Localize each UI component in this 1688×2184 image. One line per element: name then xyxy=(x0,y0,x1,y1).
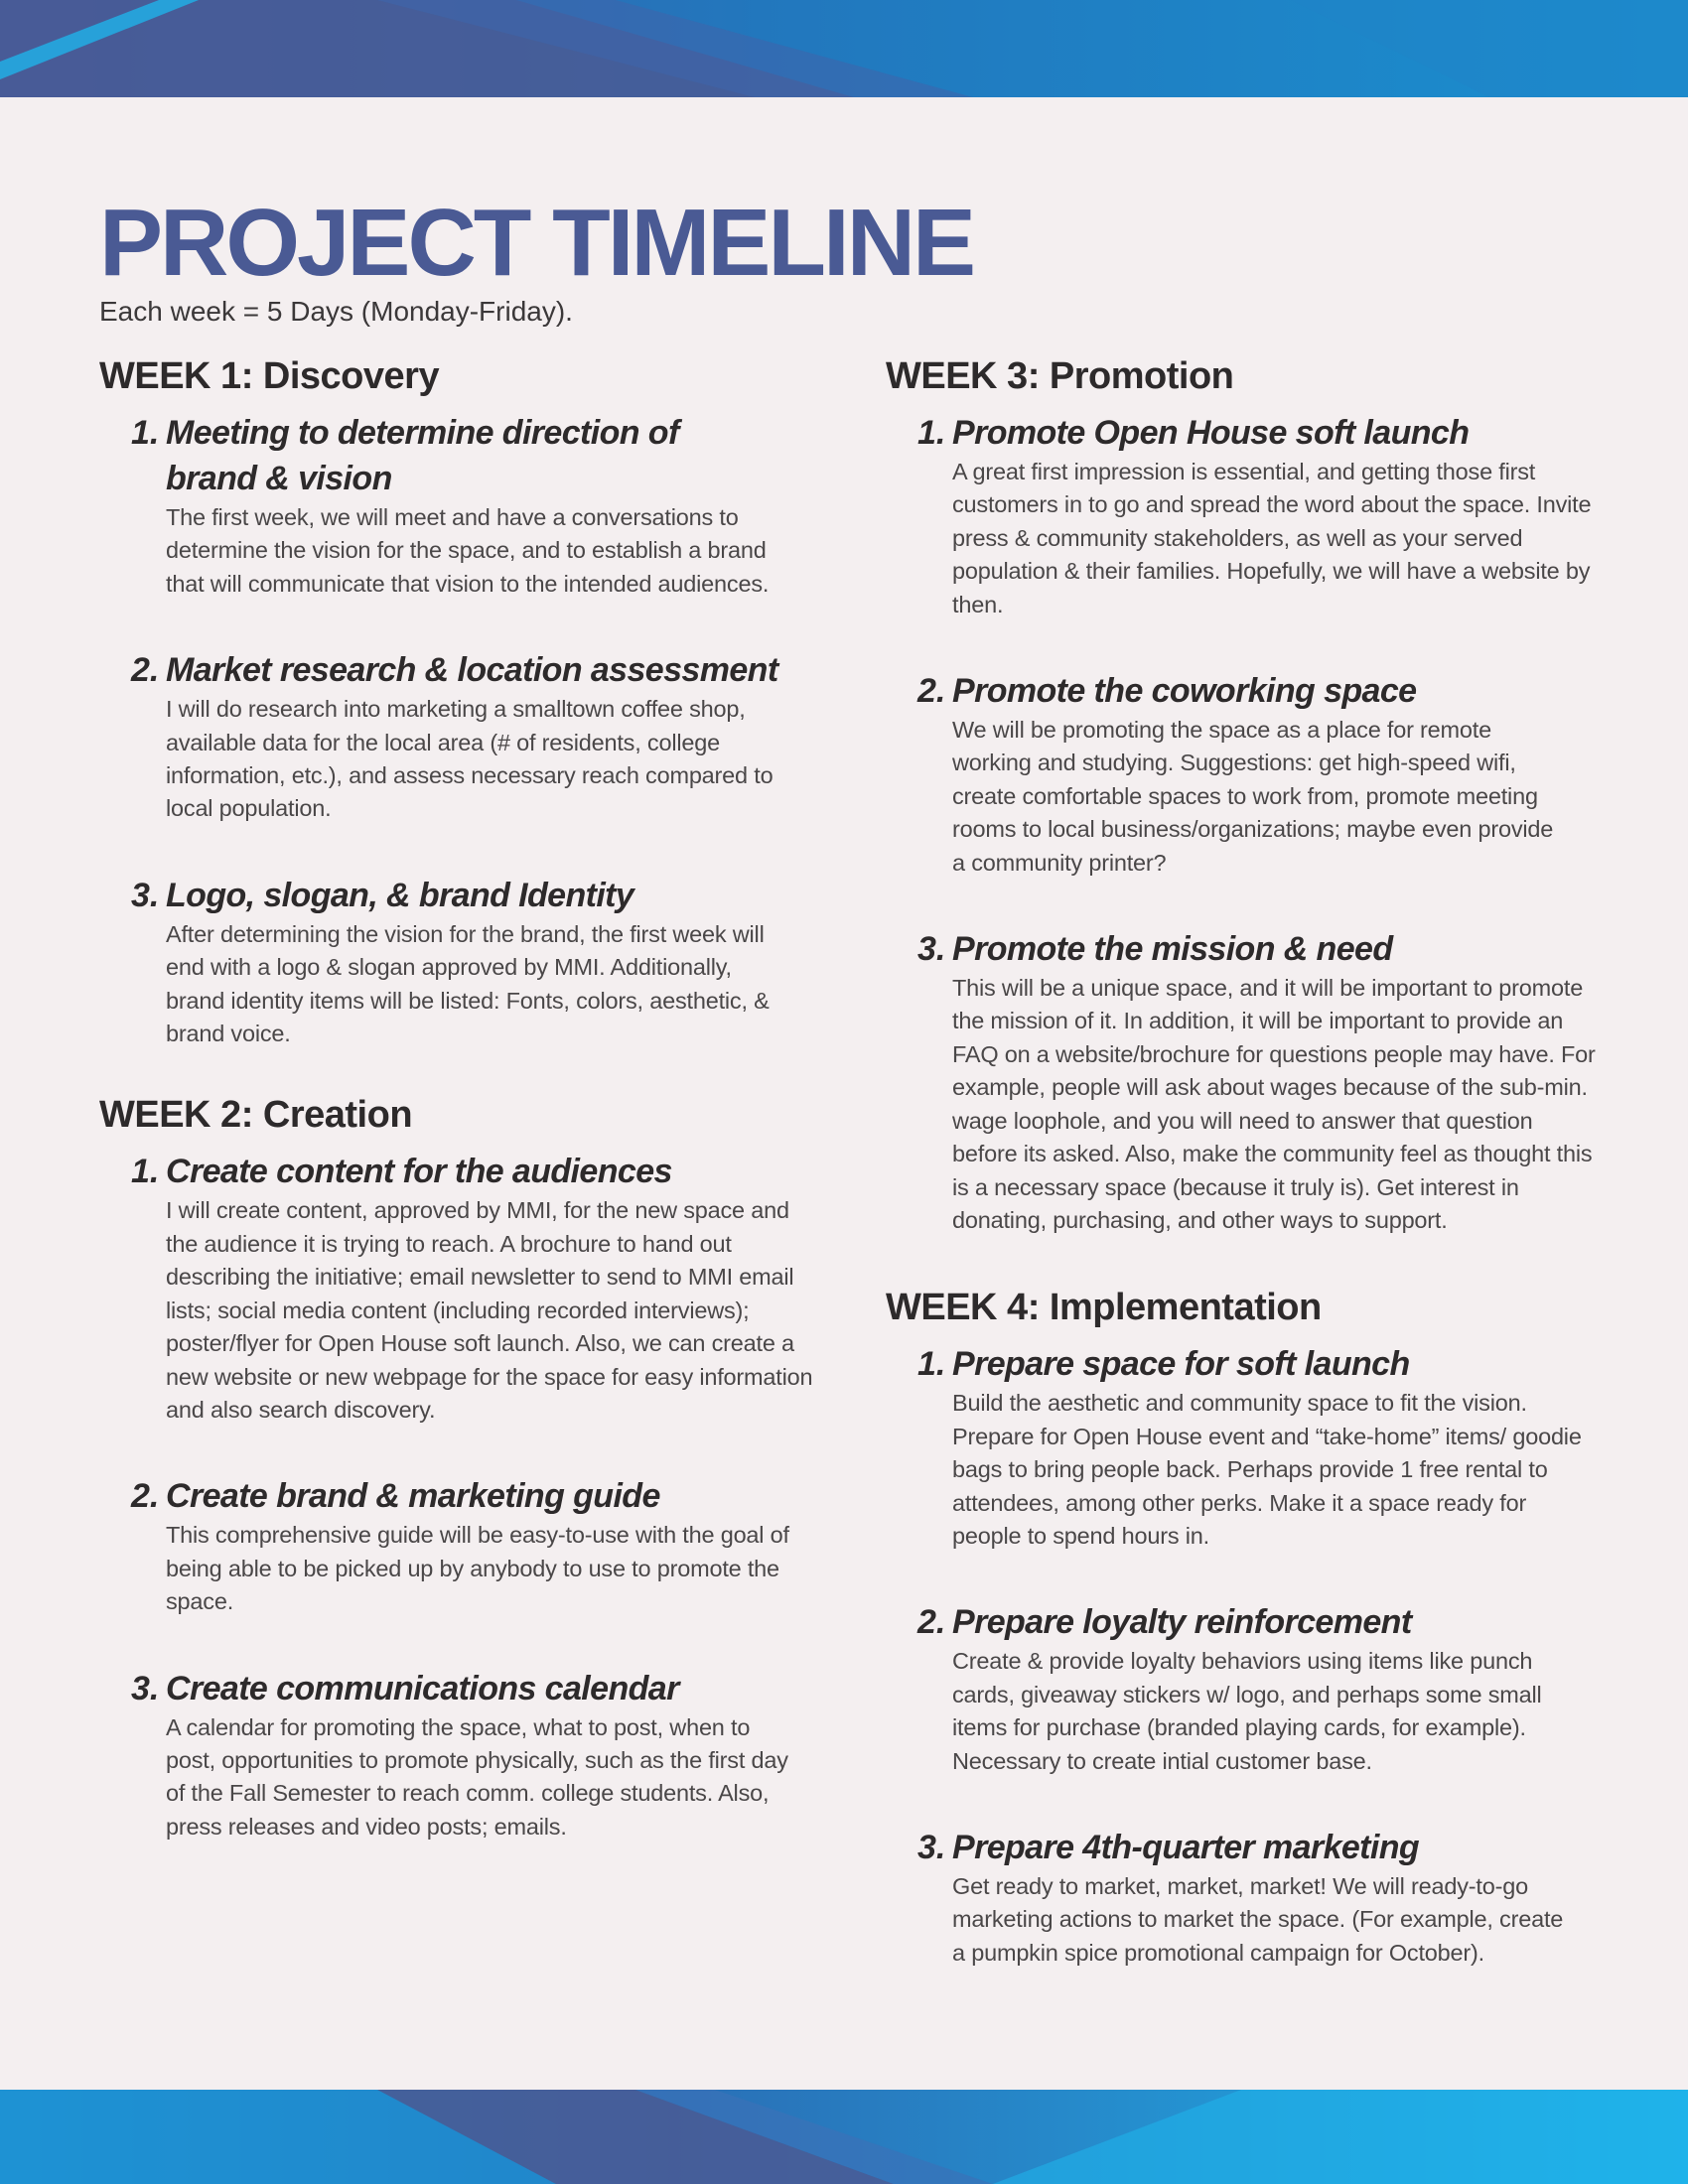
week-1-item-3 xyxy=(99,873,814,1051)
week-3-item-3 xyxy=(886,926,1601,1237)
week-4-item-2 xyxy=(886,1599,1601,1778)
item-title: Meeting to determine direction of brand & vision xyxy=(166,414,679,497)
week-2-item-1 xyxy=(99,1149,814,1427)
footer-banner xyxy=(0,2090,1688,2184)
week-3-item-1 xyxy=(886,410,1601,621)
right-column xyxy=(886,352,1601,2016)
item-body: We will be promoting the space as a place for remote working and studying. Suggestions: get high-speed wifi, create comfortable spaces to work from, promote meeting rooms to local business/organizations; maybe even provide a community printer? xyxy=(952,717,1554,876)
item-body: Create & provide loyalty behaviors using items like punch cards, giveaway stickers w/ logo, and perhaps some small items for purchase (branded playing cards, for example). Necessary to create intial customer base. xyxy=(952,1648,1542,1774)
week-4-item-3 xyxy=(886,1825,1601,1970)
week-4-title: WEEK 4: Implementation xyxy=(886,1287,1322,1329)
item-number: 1. xyxy=(131,414,160,452)
item-title: Prepare loyalty reinforcement xyxy=(952,1603,1412,1642)
item-number: 2. xyxy=(917,1603,946,1642)
item-number: 2. xyxy=(131,1477,160,1516)
item-body: The first week, we will meet and have a conversations to determine the vision for the space, and to establish a brand that will communicate that vision to the intended audiences. xyxy=(166,504,770,597)
item-number: 1. xyxy=(917,1345,946,1384)
item-number: 3. xyxy=(917,930,946,969)
week-4-section xyxy=(886,1284,1601,1970)
item-body: A great first impression is essential, and getting those first customers in to go and spread the word about the space. Invite press & community stakeholders, as well as your served population & their families. Hopefully, we will have a website by then. xyxy=(952,459,1592,617)
item-title: Create communications calendar xyxy=(166,1669,679,1707)
week-2-section xyxy=(99,1091,814,1843)
week-4-item-1 xyxy=(886,1341,1601,1553)
item-number: 2. xyxy=(131,651,160,690)
item-number: 1. xyxy=(131,1153,160,1191)
week-2-item-2 xyxy=(99,1473,814,1618)
footer-banner-graphic xyxy=(0,2090,1688,2184)
week-2-item-3 xyxy=(99,1666,814,1844)
week-1-section xyxy=(99,352,814,1050)
item-body: I will create content, approved by MMI, for the new space and the audience it is trying to reach. A brochure to hand out describing the initiative; email newsletter to send to MMI email lists; social media content (including recorded interviews); poster/flyer for Open House soft launch. Also, we can create a new website or new webpage for the space for easy information and also search discovery. xyxy=(166,1197,813,1423)
week-3-section xyxy=(886,352,1601,1237)
item-body: I will do research into marketing a smalltown coffee shop, available data for the local area (# of residents, college information, etc.), and assess necessary reach compared to local population. xyxy=(166,696,774,822)
page-subtitle: Each week = 5 Days (Monday-Friday). xyxy=(99,296,573,327)
item-body: A calendar for promoting the space, what to post, when to post, opportunities to promote physically, such as the first day of the Fall Semester to reach comm. college students. Also, press releases and video posts; emails. xyxy=(166,1713,788,1840)
item-body: This will be a unique space, and it will be important to promote the mission of it. In addition, it will be important to provide an FAQ on a website/brochure for questions people may have. For example, people will ask about wages because of the sub-min. wage loophole, and you will need to answer that question before its asked. Also, make the community feel as thought this is a necessary space (because it truly is). Get interest in donating, purchasing, and other ways to support. xyxy=(952,975,1596,1233)
item-title: Prepare space for soft launch xyxy=(952,1345,1410,1384)
item-number: 1. xyxy=(917,414,946,452)
item-body: Get ready to market, market, market! We will ready-to-go marketing actions to market the space. (For example, create a pumpkin spice promotional campaign for October). xyxy=(952,1872,1564,1966)
item-body: Build the aesthetic and community space to fit the vision. Prepare for Open House event and “take-home” items/ goodie bags to bring people back. Perhaps provide 1 free rental to attendees, among other perks. Make it a space ready for people to spend hours in. xyxy=(952,1390,1582,1549)
item-number: 3. xyxy=(131,876,160,914)
item-title: Promote the coworking space xyxy=(952,672,1417,711)
item-title: Market research & location assessment xyxy=(166,651,778,690)
item-title: Promote Open House soft launch xyxy=(952,414,1470,452)
header-banner xyxy=(0,0,1688,97)
week-2-title: WEEK 2: Creation xyxy=(99,1094,413,1137)
week-1-item-2 xyxy=(99,647,814,826)
item-number: 3. xyxy=(917,1828,946,1866)
item-number: 3. xyxy=(131,1669,160,1707)
item-body: This comprehensive guide will be easy-to-use with the goal of being able to be picked up by anybody to use to promote the space. xyxy=(166,1522,789,1615)
week-3-item-2 xyxy=(886,668,1601,880)
left-column xyxy=(99,352,814,1890)
week-1-title: WEEK 1: Discovery xyxy=(99,355,440,397)
week-3-title: WEEK 3: Promotion xyxy=(886,355,1234,397)
page-title: PROJECT TIMELINE xyxy=(99,190,974,296)
item-title: Create content for the audiences xyxy=(166,1153,672,1191)
item-title: Create brand & marketing guide xyxy=(166,1477,660,1516)
week-1-item-1 xyxy=(99,410,814,601)
item-title: Prepare 4th-quarter marketing xyxy=(952,1828,1420,1866)
item-number: 2. xyxy=(917,672,946,711)
item-body: After determining the vision for the brand, the first week will end with a logo & slogan approved by MMI. Additionally, brand identity items will be listed: Fonts, colors, aesthetic, & brand voice. xyxy=(166,920,770,1047)
item-title: Promote the mission & need xyxy=(952,930,1393,969)
item-title: Logo, slogan, & brand Identity xyxy=(166,876,634,914)
header-banner-graphic xyxy=(0,0,1688,97)
